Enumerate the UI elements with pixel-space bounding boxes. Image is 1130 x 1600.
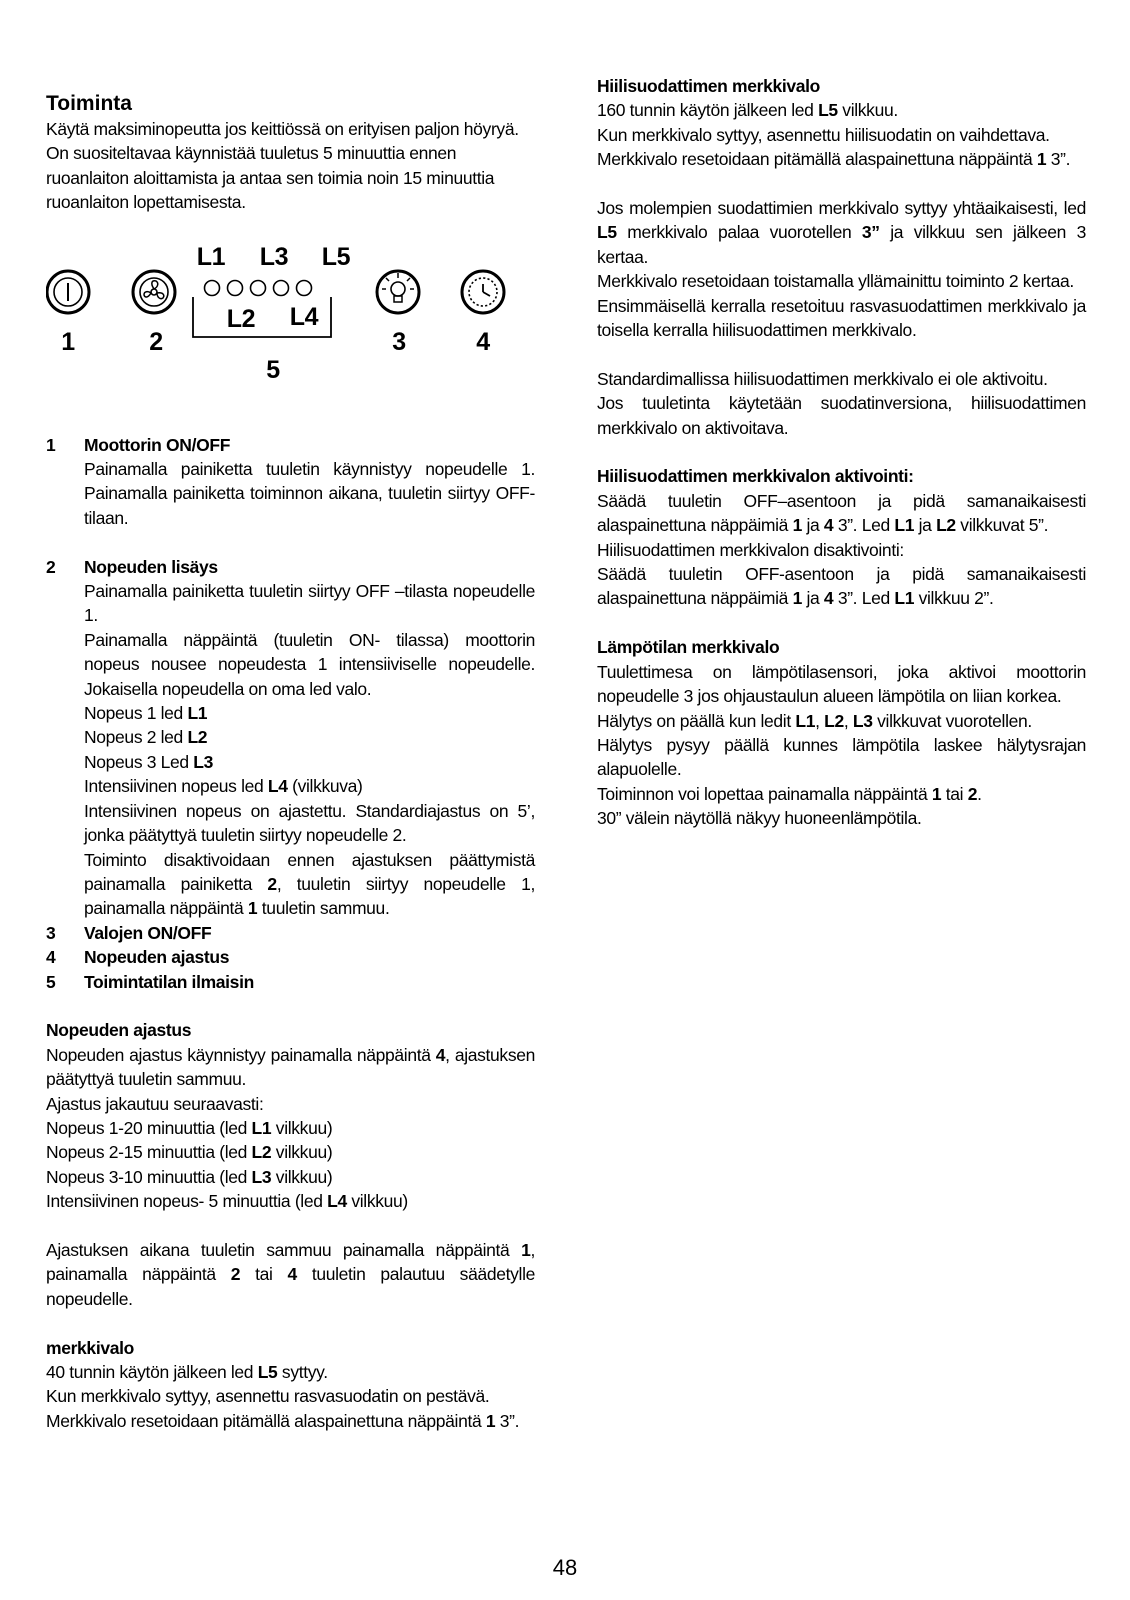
led-l2 (228, 280, 243, 295)
item-1-number: 1 (46, 434, 56, 455)
merkkivalo-p1: 40 tunnin käytön jälkeen led L5 syttyy. (46, 1362, 328, 1382)
label-l3: L3 (259, 244, 289, 271)
ajastus-l2: Nopeus 2-15 minuuttia (led L2 vilkkuu) (46, 1142, 333, 1163)
intensive-line: Intensiivinen nopeus led L4 (vilkkuva) (84, 776, 363, 797)
ajastus-l3: Nopeus 3-10 minuuttia (led L3 vilkkuu) (46, 1166, 333, 1187)
both-p3: Ensimmäisellä kerralla resetoituu rasvasuodattimen merkkivalo ja toisella kerralla hiilisuodattimen merkkivalo. (597, 295, 1086, 341)
lampo-title: Lämpötilan merkkivalo (597, 637, 780, 658)
label-l2: L2 (226, 304, 256, 333)
speed-2-line: Nopeus 2 led L2 (84, 727, 208, 748)
merkkivalo-title: merkkivalo (46, 1337, 134, 1358)
bulb-icon (377, 271, 419, 313)
item-2-number: 2 (46, 556, 56, 577)
ajastus-l1: Nopeus 1-20 minuuttia (led L1 vilkkuu) (46, 1117, 333, 1138)
speed-3-line: Nopeus 3 Led L3 (84, 751, 214, 772)
item-5-title: Toimintatilan ilmaisin (84, 971, 254, 992)
item-2 (46, 555, 535, 921)
clock-icon (462, 271, 504, 313)
item-3-number: 3 (46, 922, 56, 943)
both-p1: Jos molempien suodattimien merkkivalo syttyy yhtäaikaisesti, led L5 merkkivalo palaa vuorotellen 3” ja vilkkuu sen jälkeen 3 kertaa. (597, 198, 1087, 267)
item-5-number: 5 (46, 971, 56, 992)
hiili-title: Hiilisuodattimen merkkivalo (597, 76, 820, 96)
item-2-p3: Intensiivinen nopeus on ajastettu. Standardiajastus on 5’, jonka päätyttyä tuuletin siirtyy nopeudelle 2. (84, 800, 535, 846)
toiminta-text: Käytä maksiminopeutta jos keittiössä on erityisen paljon höyryä. On suositeltavaa käynnistää tuuletus 5 minuuttia ennen ruoanlaiton aloittamista ja antaa sen toimia noin 15 minuuttia ruoanlaiton lopettamisesta. (46, 119, 519, 213)
lampo-p1: Tuulettimesa on lämpötilasensori, joka aktivoi moottorin nopeudelle 3 jos ohjaustaulun alueen lämpötila on liian korkea. (597, 661, 1086, 707)
item-3-title: Valojen ON/OFF (84, 922, 212, 943)
hiili-p2: Kun merkkivalo syttyy, asennettu hiilisuodatin on vaihdettava. (597, 124, 1050, 145)
toiminta-title: Toiminta (46, 92, 132, 115)
item-1 (46, 433, 535, 531)
control-panel-diagram (46, 245, 535, 405)
right-column (597, 74, 1086, 831)
item-2-p1: Painamalla painiketta tuuletin siirtyy OFF –tilasta nopeudelle 1. (84, 581, 535, 626)
lampo-p3: Hälytys pysyy päällä kunnes lämpötila laskee hälytysrajan alapuolelle. (597, 734, 1086, 780)
hiili-p3: Merkkivalo resetoidaan pitämällä alaspainettuna näppäintä 1 3”. (597, 149, 1071, 170)
item-4 (46, 945, 535, 969)
fan-icon (133, 271, 175, 313)
aktivointi-p1: Säädä tuuletin OFF–asentoon ja pidä samanaikaisesti alaspainettuna näppäimiä 1 ja 4 3”. Led L1 ja L2 vilkkuvat 5”. (597, 490, 1086, 536)
item-3 (46, 921, 535, 945)
aktivointi-p3: Säädä tuuletin OFF-asentoon ja pidä samanaikaisesti alaspainettuna näppäimiä 1 ja 4 3”. Led L1 vilkkuu 2”. (597, 564, 1086, 609)
item-5 (46, 970, 535, 994)
ajastus-title: Nopeuden ajastus (46, 1020, 192, 1041)
control-panel-svg (46, 245, 535, 405)
speed-1-line: Nopeus 1 led L1 (84, 703, 208, 724)
led-l5 (297, 280, 312, 295)
item-4-number: 4 (46, 947, 56, 968)
label-l4: L4 (289, 302, 319, 331)
led-l4 (274, 280, 289, 295)
label-l5: L5 (321, 244, 351, 271)
lampo-p4: Toiminnon voi lopettaa painamalla näppäintä 1 tai 2. (597, 783, 982, 804)
label-l1: L1 (196, 244, 226, 271)
ajastus-p2: Ajastus jakautuu seuraavasti: (46, 1093, 264, 1114)
ajastus-p1: Nopeuden ajastus käynnistyy painamalla näppäintä 4, ajastuksen päätyttyä tuuletin sammuu. (46, 1044, 535, 1090)
ajastus-l4: Intensiivinen nopeus- 5 minuuttia (led L4 vilkkuu) (46, 1191, 408, 1212)
label-4: 4 (476, 327, 490, 356)
label-3: 3 (392, 327, 406, 356)
aktivointi-title: Hiilisuodattimen merkkivalon aktivointi: (597, 466, 914, 487)
power-icon (47, 271, 89, 313)
standard-p2: Jos tuuletinta käytetään suodatinversiona, hiilisuodattimen merkkivalo on aktivoitava. (597, 393, 1086, 438)
led-l1 (205, 280, 220, 295)
label-1: 1 (61, 327, 75, 356)
item-4-title: Nopeuden ajastus (84, 947, 230, 968)
item-2-p2: Painamalla näppäintä (tuuletin ON- tilassa) moottorin nopeus nousee nopeudesta 1 intensiiviselle nopeudelle. Jokaisella nopeudella on oma led valo. (84, 629, 535, 699)
merkkivalo-p3: Merkkivalo resetoidaan pitämällä alaspainettuna näppäintä 1 3”. (46, 1410, 520, 1431)
item-2-p4: Toiminto disaktivoidaan ennen ajastuksen päättymistä painamalla painiketta 2, tuuletin siirtyy nopeudelle 1, painamalla näppäintä 1 tuuletin sammuu. (84, 849, 535, 919)
ajastus-p3: Ajastuksen aikana tuuletin sammuu painamalla näppäintä 1, painamalla näppäintä 2 tai 4 tuuletin palautuu säädetylle nopeudelle. (46, 1239, 535, 1309)
lampo-p2: Hälytys on päällä kun ledit L1, L2, L3 vilkkuvat vuorotellen. (597, 710, 1032, 731)
label-5: 5 (266, 355, 280, 384)
aktivointi-p2: Hiilisuodattimen merkkivalon disaktivointi: (597, 539, 904, 560)
lampo-p5: 30” välein näytöllä näkyy huoneenlämpötila. (597, 808, 922, 829)
led-l3 (251, 280, 266, 295)
item-1-text: Painamalla painiketta tuuletin käynnistyy nopeudelle 1. Painamalla painiketta toiminnon aikana, tuuletin siirtyy OFF-tilaan. (84, 459, 535, 528)
label-2: 2 (149, 327, 163, 356)
both-p2: Merkkivalo resetoidaan toistamalla yllämainittu toiminto 2 kertaa. (597, 271, 1074, 292)
page-number: 48 (552, 1555, 578, 1580)
merkkivalo-p2: Kun merkkivalo syttyy, asennettu rasvasuodatin on pestävä. (46, 1386, 490, 1407)
left-column (46, 91, 535, 1433)
item-2-title: Nopeuden lisäys (84, 556, 218, 577)
item-1-title: Moottorin ON/OFF (84, 434, 231, 455)
hiili-p1: 160 tunnin käytön jälkeen led L5 vilkkuu. (597, 100, 898, 121)
standard-p1: Standardimallissa hiilisuodattimen merkkivalo ei ole aktivoitu. (597, 368, 1048, 389)
